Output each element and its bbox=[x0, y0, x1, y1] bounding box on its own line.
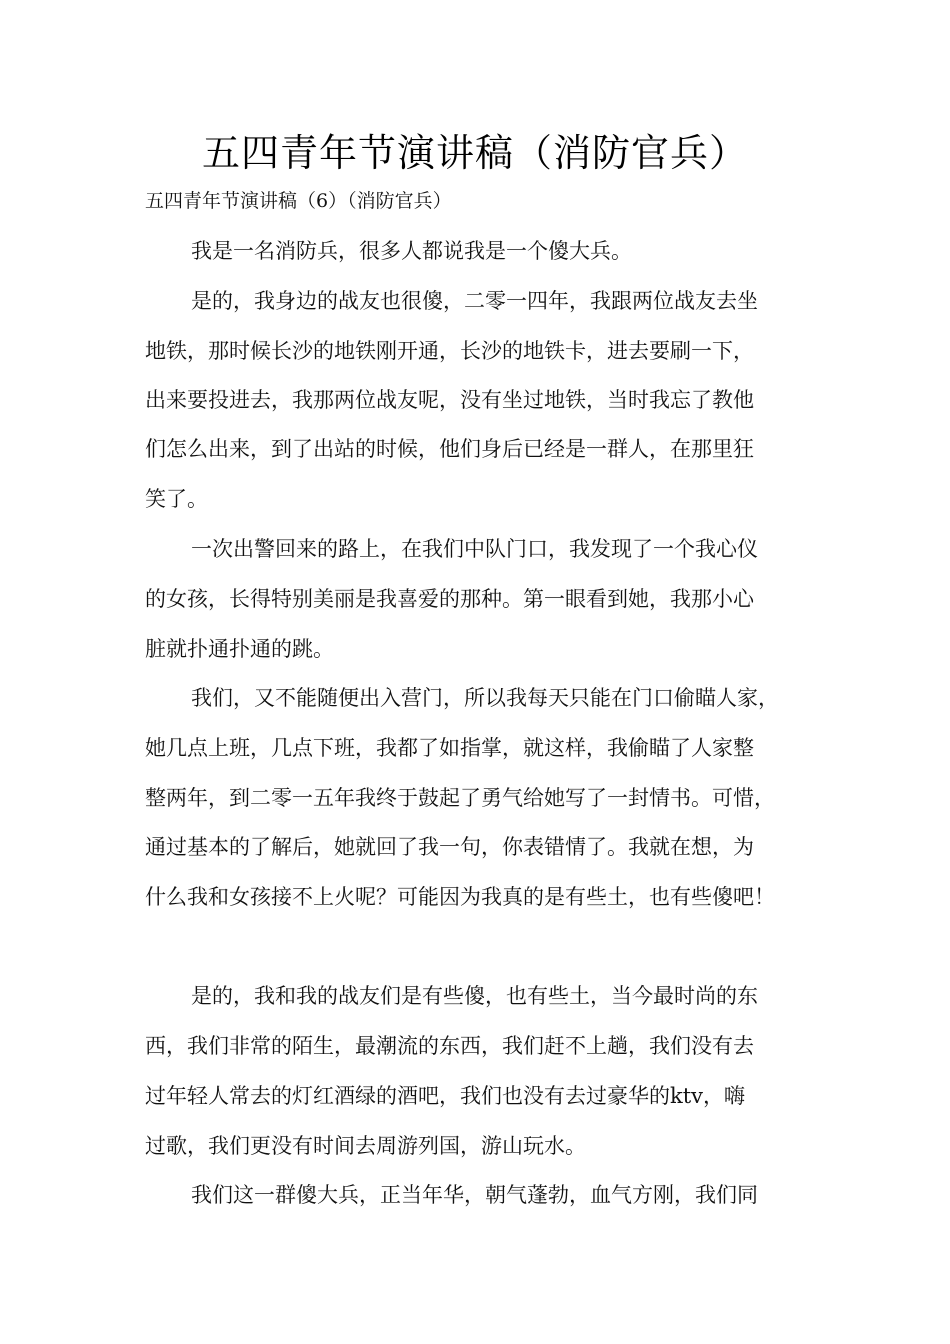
paragraph-line: 脏就扑通扑通的跳。 bbox=[145, 637, 334, 661]
paragraph-line: 我们这一群傻大兵，正当年华，朝气蓬勃，血气方刚，我们同 bbox=[191, 1183, 758, 1207]
paragraph-line: 过年轻人常去的灯红酒绿的酒吧，我们也没有去过豪华的ktv，嗨 bbox=[145, 1084, 746, 1108]
document-title: 五四青年节演讲稿（消防官兵） bbox=[201, 131, 748, 175]
paragraph-line: 们怎么出来，到了出站的时候，他们身后已经是一群人，在那里狂 bbox=[145, 437, 754, 461]
document-subtitle: 五四青年节演讲稿（6）（消防官兵） bbox=[145, 190, 452, 212]
paragraph-line: 整两年，到二零一五年我终于鼓起了勇气给她写了一封情书。可惜， bbox=[145, 786, 775, 810]
paragraph-line: 我们，又不能随便出入营门，所以我每天只能在门口偷瞄人家， bbox=[191, 686, 779, 710]
paragraph-line: 是的，我和我的战友们是有些傻，也有些土，当今最时尚的东 bbox=[191, 984, 758, 1008]
paragraph-line: 她几点上班，几点下班，我都了如指掌，就这样，我偷瞄了人家整 bbox=[145, 736, 754, 760]
paragraph-line: 什么我和女孩接不上火呢？可能因为我真的是有些土，也有些傻吧！ bbox=[145, 885, 775, 909]
paragraph-line: 一次出警回来的路上，在我们中队门口，我发现了一个我心仪 bbox=[191, 537, 758, 561]
paragraph-line: 我是一名消防兵，很多人都说我是一个傻大兵。 bbox=[191, 239, 632, 263]
paragraph-line: 出来要投进去，我那两位战友呢，没有坐过地铁，当时我忘了教他 bbox=[145, 388, 754, 412]
paragraph-line: 是的，我身边的战友也很傻，二零一四年，我跟两位战友去坐 bbox=[191, 289, 758, 313]
paragraph-line: 的女孩，长得特别美丽是我喜爱的那种。第一眼看到她，我那小心 bbox=[145, 587, 754, 611]
paragraph-line: 笑了。 bbox=[145, 487, 208, 511]
paragraph-line: 地铁，那时候长沙的地铁刚开通，长沙的地铁卡，进去要刷一下， bbox=[145, 339, 754, 363]
paragraph-line: 过歌，我们更没有时间去周游列国，游山玩水。 bbox=[145, 1134, 586, 1158]
paragraph-line: 通过基本的了解后，她就回了我一句，你表错情了。我就在想，为 bbox=[145, 835, 754, 859]
paragraph-line: 西，我们非常的陌生，最潮流的东西，我们赶不上趟，我们没有去 bbox=[145, 1034, 754, 1058]
